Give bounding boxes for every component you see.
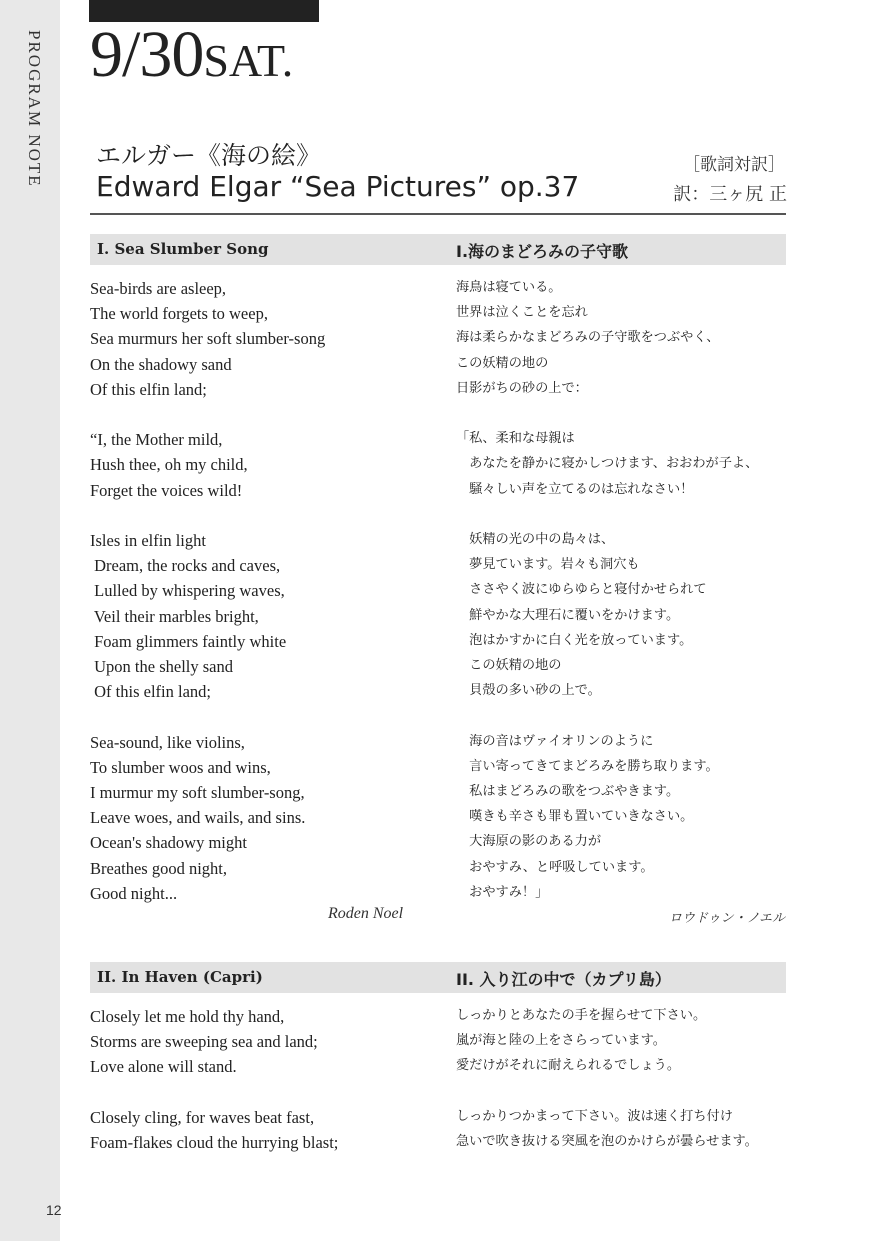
lyric-line: The world forgets to weep, xyxy=(90,304,268,324)
lyric-line xyxy=(90,402,325,427)
lyric-line: Forget the voices wild! xyxy=(90,480,243,500)
title-divider xyxy=(90,213,786,215)
lyric-line: “I, the Mother mild, xyxy=(90,430,223,450)
page-number: 12 xyxy=(46,1202,62,1218)
lyric-line: 妖精の光の中の島々は、 xyxy=(456,532,615,548)
lyric-line: Ocean's shadowy might xyxy=(90,833,247,853)
lyric-line: 夢見ています。岩々も洞穴も xyxy=(456,557,640,573)
lyric-line: Foam glimmers faintly white xyxy=(90,631,287,651)
sidebar-label: PROGRAM NOTE xyxy=(25,30,44,188)
song-1-lyrics-en xyxy=(90,276,325,906)
title-english: Edward Elgar “Sea Pictures” op.37 xyxy=(96,170,580,203)
song-1-lyrics-jp xyxy=(456,275,758,905)
lyric-line: 世界は泣くことを忘れ xyxy=(456,305,588,321)
lyric-line: Veil their marbles bright, xyxy=(90,606,259,626)
lyric-line: ささやく波にゆらゆらと寝付かせられて xyxy=(456,582,707,598)
lyric-line: 大海原の影のある力が xyxy=(456,834,602,850)
lyric-line: Of this elfin land; xyxy=(90,682,211,702)
lyric-line: Upon the shelly sand xyxy=(90,657,233,677)
lyric-line: しっかりとあなたの手を握らせて下さい。 xyxy=(456,1008,707,1023)
lyric-line xyxy=(456,1079,758,1104)
lyric-line: Of this elfin land; xyxy=(90,379,207,399)
lyric-line: おやすみ！」 xyxy=(456,884,549,900)
song-2-lyrics-jp xyxy=(456,1003,758,1154)
song-2-heading-jp: II. 入り江の中で（カプリ島） xyxy=(456,970,671,989)
lyrics-tag: ［歌詞対訳］ xyxy=(683,155,785,175)
lyric-line: Hush thee, oh my child, xyxy=(90,455,248,475)
lyric-line: Isles in elfin light xyxy=(90,531,206,551)
lyric-line: 言い寄ってきてまどろみを勝ち取ります。 xyxy=(456,758,719,774)
lyric-line: 海鳥は寝ている。 xyxy=(456,280,562,295)
lyric-line: 急いで吹き抜ける突風を泡のかけらが曇らせます。 xyxy=(456,1134,758,1150)
song-1-poet-jp: ロウドゥン・ノエル xyxy=(668,911,785,926)
lyric-line: To slumber woos and wins, xyxy=(90,757,271,777)
lyric-line: Dream, the rocks and caves, xyxy=(90,556,281,576)
lyric-line: Lulled by whispering waves, xyxy=(90,581,285,601)
lyric-line xyxy=(90,704,325,729)
song-2-heading-en: II. In Haven (Capri) xyxy=(97,968,263,986)
lyric-line: Love alone will stand. xyxy=(90,1057,237,1077)
lyric-line: Sea-sound, like violins, xyxy=(90,732,245,752)
lyric-line xyxy=(90,1080,338,1105)
lyric-line: 泡はかすかに白く光を放っています。 xyxy=(456,632,693,648)
translator-credit: 訳：三ヶ尻 正 xyxy=(673,184,787,205)
song-1-poet-en: Roden Noel xyxy=(328,905,404,922)
lyric-line: あなたを静かに寝かしつけます、おおわが子よ、 xyxy=(456,456,759,472)
lyric-line: Closely cling, for waves beat fast, xyxy=(90,1107,315,1127)
lyric-line: Sea murmurs her soft slumber-song xyxy=(90,329,326,349)
lyric-line: 嘆きも辛さも罪も置いていきなさい。 xyxy=(456,809,694,825)
lyric-line: 海は柔らかなまどろみの子守歌をつぶやく、 xyxy=(456,330,720,346)
lyric-line: おやすみ、と呼吸しています。 xyxy=(456,859,654,875)
lyric-line: Leave woes, and wails, and sins. xyxy=(90,808,306,828)
lyric-line: Storms are sweeping sea and land; xyxy=(90,1032,318,1052)
lyric-line: Foam-flakes cloud the hurrying blast; xyxy=(90,1133,339,1153)
lyric-line: Breathes good night, xyxy=(90,858,228,878)
lyric-line: この妖精の地の xyxy=(456,355,549,371)
title-japanese: エルガー《海の絵》 xyxy=(96,141,322,170)
lyric-line: 海の音はヴァイオリンのように xyxy=(456,733,654,749)
lyric-line: Closely let me hold thy hand, xyxy=(90,1007,285,1026)
song-1-heading-en: I. Sea Slumber Song xyxy=(97,240,269,258)
lyric-line: 騒々しい声を立てるのは忘れなさい！ xyxy=(456,481,694,497)
lyric-line xyxy=(90,503,325,528)
lyric-line: I murmur my soft slumber-song, xyxy=(90,783,305,803)
song-1-heading-jp: I.海のまどろみの子守歌 xyxy=(456,242,629,261)
song-2-heading-bar xyxy=(90,962,786,993)
lyric-line xyxy=(456,502,758,527)
lyric-line: 貝殻の多い砂の上で。 xyxy=(456,683,601,699)
lyric-line xyxy=(456,401,758,426)
song-2-lyrics-en xyxy=(90,1004,338,1155)
sidebar xyxy=(0,0,60,1241)
song-1-heading-bar xyxy=(90,234,786,265)
lyric-line: 「私、柔和な母親は xyxy=(456,431,575,447)
concert-date xyxy=(90,18,294,91)
lyric-line: Sea-birds are asleep, xyxy=(90,279,227,298)
lyric-line: 愛だけがそれに耐えられるでしょう。 xyxy=(456,1058,681,1074)
lyric-line: Good night... xyxy=(90,883,178,903)
lyric-line: 嵐が海と陸の上をさらっています。 xyxy=(456,1033,666,1049)
lyric-line xyxy=(456,703,758,728)
weekday: SAT. xyxy=(203,35,294,86)
date-value: 9/30 xyxy=(90,18,204,91)
lyric-line: 私はまどろみの歌をつぶやきます。 xyxy=(456,784,680,800)
lyric-line: 鮮やかな大理石に覆いをかけます。 xyxy=(456,607,680,623)
lyric-line: 日影がちの砂の上で： xyxy=(456,380,588,396)
lyric-line: しっかりつかまって下さい。波は速く打ち付け xyxy=(456,1108,733,1124)
lyric-line: On the shadowy sand xyxy=(90,354,232,374)
lyric-line: この妖精の地の xyxy=(456,658,562,674)
